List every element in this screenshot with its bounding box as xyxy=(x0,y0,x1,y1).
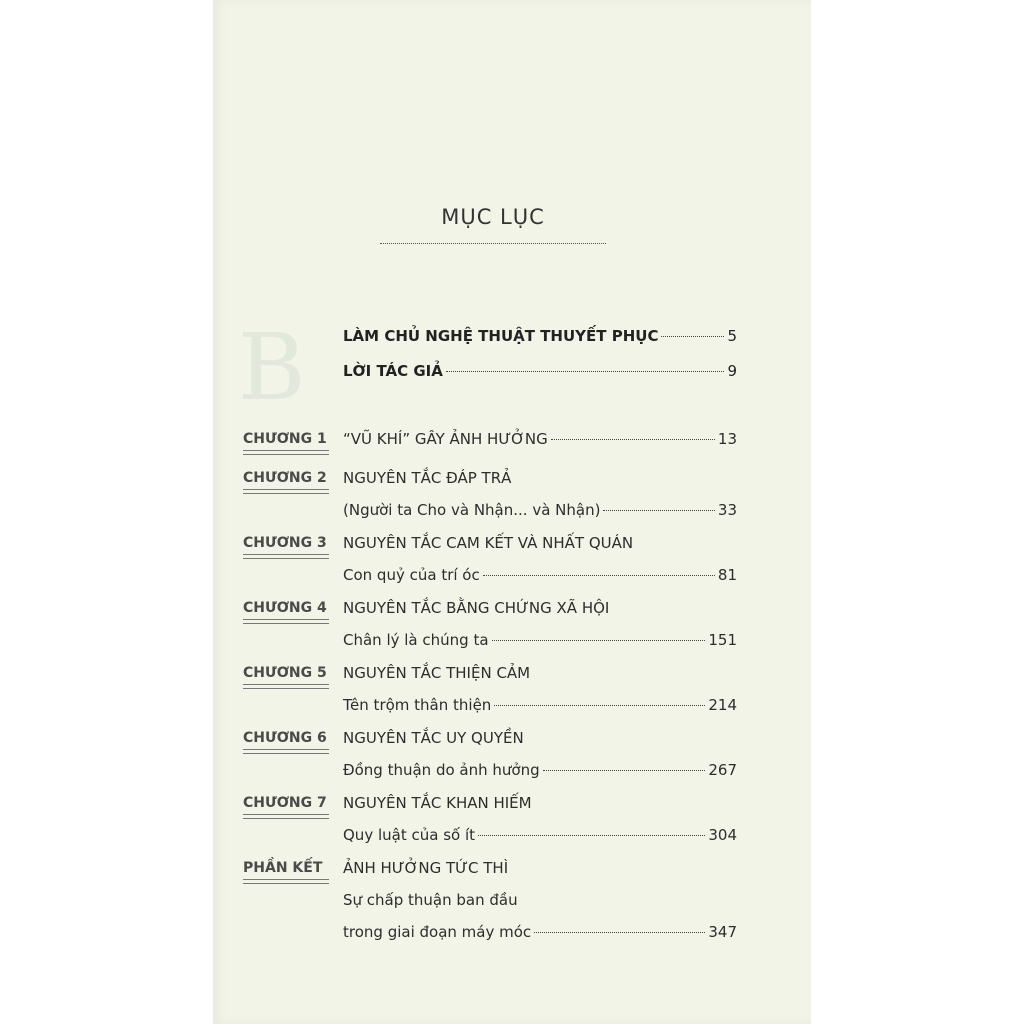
chapter-title: “VŨ KHÍ” GÂY ẢNH HƯỞNG xyxy=(343,430,548,448)
page-number: 267 xyxy=(708,761,737,779)
title-divider xyxy=(380,243,606,244)
label-underline xyxy=(243,450,329,455)
chapter-label-text: CHƯƠNG 5 xyxy=(243,665,327,681)
label-underline xyxy=(243,879,329,884)
chapter-entry xyxy=(343,852,737,948)
chapter-subtitle: Sự chấp thuận ban đầu xyxy=(343,891,518,909)
dot-leader xyxy=(661,336,724,337)
chapter-label xyxy=(243,860,331,884)
page-number: 81 xyxy=(717,566,737,584)
chapter-title: NGUYÊN TẮC BẰNG CHỨNG XÃ HỘI xyxy=(343,599,610,617)
chapter-label-text: CHƯƠNG 1 xyxy=(243,431,327,447)
chapter-subtitle: (Người ta Cho và Nhận... và Nhận) xyxy=(343,501,601,519)
chapter-label-text: PHẦN KẾT xyxy=(243,860,323,876)
chapter-label xyxy=(243,535,331,559)
dot-leader xyxy=(446,371,725,372)
label-underline xyxy=(243,749,329,754)
dot-leader xyxy=(534,932,705,933)
label-underline xyxy=(243,684,329,689)
chapter-entry xyxy=(343,592,737,656)
chapter-title: NGUYÊN TẮC ĐÁP TRẢ xyxy=(343,469,512,487)
chapter-entry xyxy=(343,527,737,591)
chapter-subtitle: Đồng thuận do ảnh hưởng xyxy=(343,761,540,779)
dot-leader xyxy=(551,439,715,440)
page-title: MỤC LỤC xyxy=(441,205,545,229)
chapter-entry xyxy=(343,787,737,851)
chapter-title: NGUYÊN TẮC UY QUYỀN xyxy=(343,729,524,747)
entry-title: LỜI TÁC GIẢ xyxy=(343,362,443,380)
page-number: 9 xyxy=(727,362,737,380)
chapter-title: NGUYÊN TẮC CAM KẾT VÀ NHẤT QUÁN xyxy=(343,534,634,552)
chapter-entry xyxy=(343,462,737,526)
chapter-label-text: CHƯƠNG 3 xyxy=(243,535,327,551)
chapter-subtitle: Quy luật của số ít xyxy=(343,826,475,844)
page-number: 151 xyxy=(708,631,737,649)
chapter-label xyxy=(243,665,331,689)
dot-leader xyxy=(478,835,705,836)
page-number: 214 xyxy=(708,696,737,714)
dot-leader xyxy=(494,705,705,706)
page-number: 304 xyxy=(708,826,737,844)
chapter-title: NGUYÊN TẮC KHAN HIẾM xyxy=(343,794,532,812)
page-number: 5 xyxy=(727,327,737,345)
page-number: 347 xyxy=(708,923,737,941)
chapter-entry xyxy=(343,722,737,786)
label-underline xyxy=(243,619,329,624)
label-underline xyxy=(243,814,329,819)
entry-title: LÀM CHỦ NGHỆ THUẬT THUYẾT PHỤC xyxy=(343,327,659,345)
label-underline xyxy=(243,489,329,494)
chapter-label-text: CHƯƠNG 7 xyxy=(243,795,327,811)
chapter-title: NGUYÊN TẮC THIỆN CẢM xyxy=(343,664,531,682)
chapter-label-text: CHƯƠNG 4 xyxy=(243,600,327,616)
chapter-title: ẢNH HƯỞNG TỨC THÌ xyxy=(343,859,509,877)
page-number: 13 xyxy=(717,430,737,448)
chapter-label-text: CHƯƠNG 6 xyxy=(243,730,327,746)
front-matter-entry xyxy=(343,355,737,387)
chapter-entry xyxy=(343,657,737,721)
chapter-subtitle: Tên trộm thân thiện xyxy=(343,696,492,714)
chapter-entry xyxy=(343,423,737,455)
chapter-label xyxy=(243,470,331,494)
front-matter-entry xyxy=(343,320,737,352)
chapter-subtitle: Con quỷ của trí óc xyxy=(343,566,480,584)
chapter-subtitle: trong giai đoạn máy móc xyxy=(343,923,532,941)
page-number: 33 xyxy=(717,501,737,519)
label-underline xyxy=(243,554,329,559)
chapter-subtitle: Chân lý là chúng ta xyxy=(343,631,489,649)
dot-leader xyxy=(492,640,706,641)
chapter-label xyxy=(243,795,331,819)
chapter-label-text: CHƯƠNG 2 xyxy=(243,470,327,486)
dot-leader xyxy=(543,770,706,771)
chapter-label xyxy=(243,730,331,754)
dot-leader xyxy=(603,510,714,511)
chapter-label xyxy=(243,431,331,455)
chapter-label xyxy=(243,600,331,624)
bleed-through-drop-cap: B xyxy=(238,314,306,421)
dot-leader xyxy=(483,575,715,576)
